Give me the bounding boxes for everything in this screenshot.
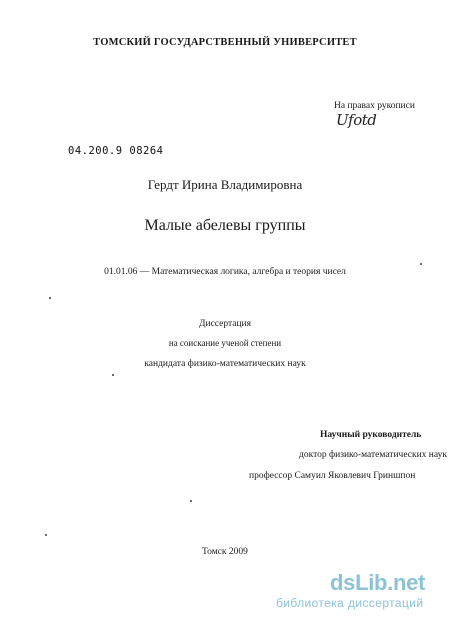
scan-speck — [420, 263, 422, 265]
supervisor-degree: доктор физико-математических наук — [299, 450, 447, 460]
dissertation-title: Малые абелевы группы — [144, 217, 306, 234]
degree-name: кандидата физико-математических наук — [144, 359, 306, 369]
handwritten-signature: Ufotd — [336, 111, 377, 129]
watermark-subtitle: библиотека диссертаций — [276, 596, 424, 610]
supervisor-name: профессор Самуил Яковлевич Гриншпон — [249, 471, 416, 481]
specialty-code: 01.01.06 — Математическая логика, алгебра и теория чисел — [104, 267, 346, 277]
scan-speck — [49, 297, 51, 299]
place-and-year: Томск 2009 — [202, 547, 248, 557]
manuscript-rights-note: На правах рукописи — [334, 101, 415, 111]
watermark-brand: dsLib.net — [330, 570, 426, 595]
author-name: Гердт Ирина Владимировна — [147, 177, 303, 192]
degree-purpose: на соискание ученой степени — [168, 338, 282, 348]
document-type: Диссертация — [199, 319, 251, 329]
scan-speck — [112, 374, 114, 376]
scan-speck — [190, 500, 192, 502]
archive-stamp-number: 04.200.9 08264 — [68, 145, 164, 157]
scan-speck — [45, 534, 47, 536]
supervisor-heading: Научный руководитель — [320, 430, 422, 440]
university-name: ТОМСКИЙ ГОСУДАРСТВЕННЫЙ УНИВЕРСИТЕТ — [93, 37, 357, 48]
